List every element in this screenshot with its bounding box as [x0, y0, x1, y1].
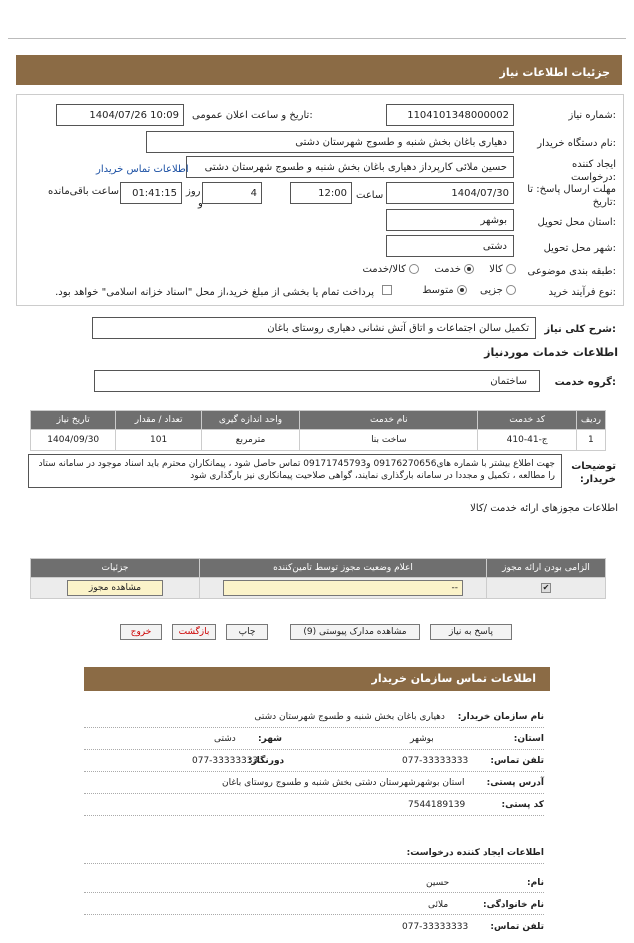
days-label: روز [186, 186, 201, 197]
process-radio-group [416, 285, 516, 296]
contact-phone-label: تلفن تماس: [490, 756, 544, 766]
services-table [30, 410, 606, 451]
and-label: و [198, 198, 203, 209]
permits-table-header [31, 559, 606, 578]
contact-province-label: استان: [513, 734, 544, 744]
city-label: شهر محل تحویل: [543, 243, 616, 254]
cell-required [487, 578, 606, 599]
row-divider [84, 914, 544, 915]
contact-province: بوشهر [410, 734, 434, 744]
top-divider [8, 38, 626, 39]
contact-postal-label: کد پستی: [501, 800, 544, 810]
col-date: تاریخ نیاز [31, 411, 116, 430]
back-button[interactable]: بازگشت [172, 624, 216, 640]
table-row [31, 430, 606, 451]
payment-checkbox[interactable] [382, 285, 392, 295]
cell-status [200, 578, 487, 599]
time-label: ساعت [356, 190, 384, 201]
cell-name: ساخت بنا [300, 430, 478, 451]
permits-table [30, 558, 606, 599]
services-title: اطلاعات خدمات موردنیاز [484, 346, 618, 359]
table-row [31, 578, 606, 599]
page-title: جزئیات اطلاعات نیاز [499, 66, 610, 79]
radio-icon [506, 285, 516, 295]
col-row: ردیف [576, 411, 605, 430]
row-divider [84, 863, 544, 864]
col-details: جزئیات [31, 559, 200, 578]
need-number-label: شماره نیاز: [568, 110, 616, 121]
contact-phone: 077-33333333 [402, 756, 469, 766]
row-divider [84, 793, 544, 794]
city-field[interactable]: دشتی [386, 235, 514, 257]
row-divider [84, 727, 544, 728]
creator-phone: 077-33333333 [402, 922, 469, 932]
category-radio-group [330, 264, 516, 275]
col-name: نام خدمت [300, 411, 478, 430]
radio-selected-icon [464, 264, 474, 274]
permit-status-field[interactable]: -- [223, 580, 463, 596]
reply-button[interactable]: پاسخ به نیاز [430, 624, 512, 640]
deadline-time-field[interactable]: 12:00 [290, 182, 352, 204]
creator-label: ایجاد کننده درخواست: [571, 159, 616, 183]
creator-phone-label: تلفن تماس: [490, 922, 544, 932]
cell-code: ج-41-410 [478, 430, 576, 451]
cell-row: 1 [576, 430, 605, 451]
process-option-minor[interactable]: جزیی [480, 285, 516, 296]
contact-address: استان بوشهرشهرستان دشتی بخش شنبه و طسوج روستای باغان [222, 778, 465, 788]
col-qty: تعداد / مقدار [116, 411, 201, 430]
contact-fax: 077-33333333 [192, 756, 259, 766]
creator-info-title: اطلاعات ایجاد کننده درخواست: [406, 848, 544, 858]
creator-field[interactable]: حسین ملائی کارپرداز دهیاری باغان بخش شنبه و طسوج شهرستان دشتی [186, 156, 514, 178]
remaining-label: ساعت باقی‌مانده [48, 186, 120, 197]
province-label: استان محل تحویل: [537, 217, 616, 228]
cell-details [31, 578, 200, 599]
contact-title: اطلاعات تماس سازمان خریدار [371, 672, 536, 685]
deadline-date-field[interactable]: 1404/07/30 [386, 182, 514, 204]
col-status: اعلام وضعیت مجوز توسط تامین‌کننده [200, 559, 487, 578]
contact-city-label: شهر: [258, 734, 282, 744]
page-header [16, 55, 622, 85]
col-code: کد خدمت [478, 411, 576, 430]
buyer-org-label: نام دستگاه خریدار: [537, 138, 616, 149]
announce-datetime-field[interactable]: 1404/07/26 10:09 [56, 104, 184, 126]
attachments-button[interactable]: مشاهده مدارک پیوستی (9) [290, 624, 420, 640]
services-table-header [31, 411, 606, 430]
process-option-medium[interactable]: متوسط [422, 285, 467, 296]
view-permit-button[interactable]: مشاهده مجوز [67, 580, 163, 596]
remaining-time-field[interactable]: 01:41:15 [120, 182, 182, 204]
last-name: ملائی [428, 900, 449, 910]
radio-icon [409, 264, 419, 274]
checkbox-checked-icon: ✔ [542, 582, 550, 592]
contact-city: دشتی [214, 734, 236, 744]
summary-field: تکمیل سالن اجتماعات و اتاق آتش نشانی دهیاری روستای باغان [92, 317, 536, 339]
row-divider [84, 771, 544, 772]
buyer-contact-link[interactable]: اطلاعات تماس خریدار [96, 164, 189, 175]
permits-title: اطلاعات مجوزهای ارائه خدمت /کالا [470, 503, 618, 514]
radio-selected-icon [457, 285, 467, 295]
notes-label: توضیحات خریدار: [571, 461, 616, 485]
row-divider [84, 749, 544, 750]
cell-qty: 101 [116, 430, 201, 451]
need-number-field[interactable]: 1104101348000002 [386, 104, 514, 126]
row-divider [84, 815, 544, 816]
col-required: الزامی بودن ارائه مجوز [487, 559, 606, 578]
cell-date: 1404/09/30 [31, 430, 116, 451]
notes-field: جهت اطلاع بیشتر با شماره های09176270656 و09171745793 تماس حاصل شود ، پیمانکاران محترم باید اسناد موجود در سامانه ستاد را مطالعه ، تکمیل و مجددا در سامانه بارگذاری نمایند، گواهی صلاحیت پیمانکاری نیز بارگذاری شود [28, 454, 562, 488]
summary-label: شرح کلی نیاز: [544, 324, 616, 335]
deadline-label: مهلت ارسال پاسخ: تا تاریخ: [527, 184, 616, 208]
first-name: حسین [426, 878, 450, 888]
first-name-label: نام: [527, 878, 544, 888]
row-divider [84, 892, 544, 893]
category-option-service[interactable]: خدمت [434, 264, 474, 275]
contact-postal: 7544189139 [408, 800, 466, 810]
last-name-label: نام خانوادگی: [482, 900, 544, 910]
contact-header [84, 667, 550, 691]
category-option-goods[interactable]: کالا [489, 264, 516, 275]
buyer-org-field[interactable]: دهیاری باغان بخش شنبه و طسوج شهرستان دشتی [146, 131, 514, 153]
process-label: نوع فرآیند خرید: [548, 287, 616, 298]
exit-button[interactable]: خروج [120, 624, 162, 640]
contact-address-label: آدرس پستی: [486, 778, 544, 788]
contact-org-row: نام سازمان خریدار: دهیاری باغان بخش شنبه و طسوج شهرستان دشتی [254, 712, 544, 722]
print-button[interactable]: چاپ [226, 624, 268, 640]
province-field[interactable]: بوشهر [386, 209, 514, 231]
category-label: طبقه بندی موضوعی: [527, 266, 616, 277]
category-option-both[interactable]: کالا/خدمت [362, 264, 419, 275]
radio-icon [506, 264, 516, 274]
announce-datetime-label: تاریخ و ساعت اعلان عمومی: [192, 110, 313, 121]
payment-note: پرداخت تمام یا بخشی از مبلغ خرید،از محل "اسناد خزانه اسلامی" خواهد بود. [55, 287, 374, 298]
contact-fax-label: دورنگار: [248, 756, 285, 766]
days-field[interactable]: 4 [202, 182, 262, 204]
service-group-field: ساختمان [94, 370, 540, 392]
service-group-label: گروه خدمت: [554, 377, 616, 388]
cell-unit: مترمربع [201, 430, 299, 451]
col-unit: واحد اندازه گیری [201, 411, 299, 430]
